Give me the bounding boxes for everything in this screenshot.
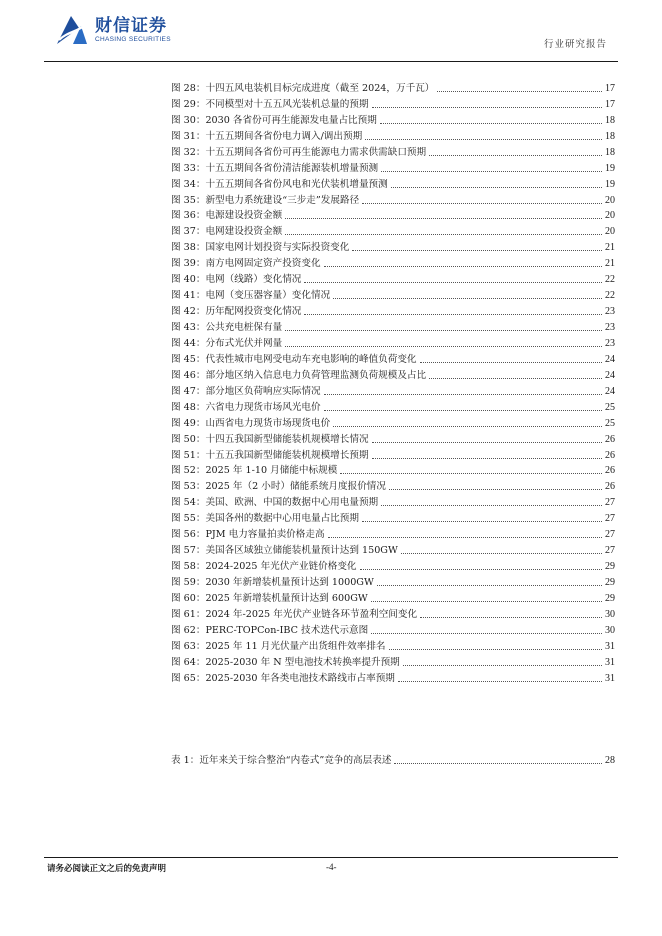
figure-entry-page-number: 24 [605, 385, 615, 397]
figure-entry-title: 图 54：美国、欧洲、中国的数据中心用电量预期 [171, 497, 379, 509]
figure-entry-page-number: 20 [605, 226, 615, 238]
figure-entry[interactable] [171, 222, 615, 238]
figure-entry[interactable] [171, 334, 615, 350]
disclaimer-notice: 请务必阅读正文之后的免责声明 [47, 864, 167, 874]
figure-entry-page-number: 27 [605, 497, 615, 509]
figure-index-list [171, 79, 615, 685]
dot-leader [401, 553, 602, 554]
figure-entry-page-number: 31 [605, 672, 615, 684]
dot-leader [389, 649, 602, 650]
dot-leader [340, 473, 602, 474]
dot-leader [394, 763, 602, 764]
figure-entry-page-number: 23 [605, 306, 615, 318]
dot-leader [391, 187, 602, 188]
dot-leader [324, 266, 602, 267]
dot-leader [429, 155, 602, 156]
figure-entry-title: 图 37：电网建设投资金额 [171, 226, 283, 238]
figure-entry[interactable] [171, 557, 615, 573]
figure-entry-title: 图 64：2025-2030 年 N 型电池技术转换率提升预期 [171, 656, 400, 668]
footer-divider [44, 857, 618, 858]
table-entry-page-number: 28 [605, 754, 615, 766]
figure-entry-page-number: 26 [605, 449, 615, 461]
dot-leader [429, 378, 602, 379]
figure-entry-title: 图 59：2030 年新增装机量预计达到 1000GW [171, 577, 374, 588]
figure-entry-page-number: 23 [605, 337, 615, 349]
dot-leader [285, 234, 602, 235]
figure-entry-page-number: 17 [605, 98, 615, 110]
figure-entry-title: 图 50：十四五我国新型储能装机规模增长情况 [171, 433, 369, 445]
dot-leader [362, 203, 602, 204]
dot-leader [352, 250, 602, 251]
dot-leader [377, 585, 602, 586]
dot-leader [372, 107, 602, 108]
figure-entry[interactable] [171, 238, 615, 254]
figure-entry-title: 图 62：PERC-TOPCon-IBC 技术迭代示意图 [171, 624, 369, 636]
figure-entry-page-number: 17 [605, 82, 615, 94]
dot-leader [333, 298, 602, 299]
figure-entry-page-number: 19 [605, 178, 615, 190]
figure-entry-page-number: 29 [605, 592, 615, 604]
figure-entry-page-number: 29 [605, 561, 615, 573]
figure-entry[interactable] [171, 286, 615, 302]
figure-entry-title: 图 33：十五五期间各省份清洁能源装机增量预测 [171, 162, 379, 174]
figure-entry[interactable] [171, 462, 615, 478]
figure-entry-title: 图 32：十五五期间各省份可再生能源电力需求供需缺口预期 [171, 146, 427, 158]
figure-entry-title: 图 56：PJM 电力容量拍卖价格走高 [171, 529, 325, 541]
logo-chinese-name: 财信证券 [95, 15, 167, 36]
figure-entry-title: 图 55：美国各州的数据中心用电量占比预期 [171, 513, 359, 525]
figure-entry[interactable] [171, 191, 615, 207]
figure-entry-title: 图 35：新型电力系统建设“三步走”发展路径 [171, 194, 360, 206]
header-divider [44, 61, 618, 62]
dot-leader [328, 537, 602, 538]
figure-entry-title: 图 29：不同模型对十五五风光装机总量的预期 [171, 98, 369, 110]
dot-leader [360, 569, 602, 570]
dot-leader [333, 426, 602, 427]
figure-entry[interactable] [171, 302, 615, 318]
logo-english-name: CHASING SECURITIES [95, 35, 171, 43]
figure-entry[interactable] [171, 366, 615, 382]
dot-leader [403, 665, 602, 666]
figure-entry-page-number: 25 [605, 417, 615, 429]
figure-entry-title: 图 51：十五五我国新型储能装机规模增长预期 [171, 449, 369, 461]
figure-entry-title: 图 42：历年配网投资变化情况 [171, 306, 302, 318]
figure-entry-page-number: 31 [605, 656, 615, 668]
figure-entry[interactable] [171, 111, 615, 127]
figure-entry-page-number: 18 [605, 130, 615, 142]
figure-entry[interactable] [171, 127, 615, 143]
table-index-list [171, 751, 615, 767]
figure-entry-title: 图 61：2024 年-2025 年光伏产业链各环节盈利空间变化 [171, 608, 418, 620]
figure-entry-title: 图 34：十五五期间各省份风电和光伏装机增量预测 [171, 178, 388, 190]
figure-entry-page-number: 31 [605, 640, 615, 652]
figure-entry[interactable] [171, 493, 615, 509]
figure-entry-page-number: 26 [605, 481, 615, 493]
figure-entry[interactable] [171, 605, 615, 621]
report-type-label: 行业研究报告 [543, 39, 607, 50]
dot-leader [372, 458, 602, 459]
figure-entry-page-number: 21 [605, 242, 615, 254]
figure-entry-title: 图 65：2025-2030 年各类电池技术路线市占率预期 [171, 672, 395, 684]
figure-entry[interactable] [171, 207, 615, 223]
dot-leader [285, 218, 602, 219]
figure-entry-page-number: 19 [605, 162, 615, 174]
figure-entry[interactable] [171, 270, 615, 286]
figure-entry[interactable] [171, 254, 615, 270]
figure-entry-title: 图 53：2025 年（2 小时）储能系统月度报价情况 [171, 481, 386, 493]
dot-leader [437, 91, 602, 92]
figure-entry-page-number: 30 [605, 608, 615, 620]
dot-leader [285, 330, 602, 331]
figure-entry-page-number: 25 [605, 401, 615, 413]
figure-entry[interactable] [171, 159, 615, 175]
figure-entry[interactable] [171, 398, 615, 414]
figure-entry-page-number: 18 [605, 146, 615, 158]
figure-entry-page-number: 21 [605, 258, 615, 270]
figure-entry[interactable] [171, 477, 615, 493]
figure-entry-title: 图 31：十五五期间各省份电力调入/调出预期 [171, 130, 363, 142]
figure-entry-title: 图 28：十四五风电装机目标完成进度（截至 2024，万千瓦） [171, 82, 435, 94]
figure-entry[interactable] [171, 573, 615, 589]
dot-leader [304, 314, 602, 315]
figure-entry[interactable] [171, 318, 615, 334]
dot-leader [389, 489, 602, 490]
figure-entry[interactable] [171, 175, 615, 191]
figure-entry-page-number: 29 [605, 577, 615, 588]
figure-entry-page-number: 20 [605, 210, 615, 222]
dot-leader [371, 601, 602, 602]
page-header [0, 0, 662, 62]
figure-entry-page-number: 18 [605, 114, 615, 126]
dot-leader [324, 410, 602, 411]
figure-entry[interactable] [171, 509, 615, 525]
table-entry[interactable] [171, 751, 615, 767]
dot-leader [371, 633, 602, 634]
figure-entry-page-number: 20 [605, 194, 615, 206]
figure-entry-page-number: 26 [605, 465, 615, 477]
figure-entry[interactable] [171, 79, 615, 95]
figure-entry-title: 图 63：2025 年 11 月光伏量产出货组件效率排名 [171, 640, 386, 652]
dot-leader [362, 521, 602, 522]
figure-entry-page-number: 30 [605, 624, 615, 636]
figure-entry-title: 图 57：美国各区域独立储能装机量预计达到 150GW [171, 545, 398, 557]
figure-entry[interactable] [171, 621, 615, 637]
logo-emblem-icon [55, 14, 89, 46]
figure-entry-title: 图 48：六省电力现货市场风光电价 [171, 401, 321, 413]
figure-entry[interactable] [171, 653, 615, 669]
figure-entry[interactable] [171, 143, 615, 159]
dot-leader [381, 171, 602, 172]
dot-leader [365, 139, 602, 140]
dot-leader [372, 442, 602, 443]
figure-entry-title: 图 49：山西省电力现货市场现货电价 [171, 417, 331, 429]
figure-entry-title: 图 36：电源建设投资金额 [171, 210, 283, 222]
figure-entry-page-number: 27 [605, 545, 615, 557]
figure-entry-title: 图 44：分布式光伏并网量 [171, 337, 283, 349]
dot-leader [380, 123, 602, 124]
figure-entry-title: 图 58：2024-2025 年光伏产业链价格变化 [171, 561, 357, 573]
figure-entry[interactable] [171, 637, 615, 653]
figure-entry-page-number: 27 [605, 529, 615, 541]
dot-leader [324, 394, 602, 395]
figure-entry[interactable] [171, 382, 615, 398]
figure-entry-title: 图 43：公共充电桩保有量 [171, 322, 283, 333]
figure-entry-page-number: 27 [605, 513, 615, 525]
figure-entry[interactable] [171, 414, 615, 430]
figure-entry-page-number: 22 [605, 274, 615, 286]
figure-entry-page-number: 24 [605, 353, 615, 365]
figure-entry[interactable] [171, 589, 615, 605]
dot-leader [381, 505, 602, 506]
figure-entry-title: 图 52：2025 年 1-10 月储能中标规模 [171, 465, 338, 477]
figure-entry-title: 图 41：电网（变压器容量）变化情况 [171, 290, 331, 302]
dot-leader [420, 362, 602, 363]
dot-leader [398, 681, 602, 682]
figure-entry[interactable] [171, 669, 615, 685]
dot-leader [304, 282, 602, 283]
figure-entry-page-number: 26 [605, 433, 615, 445]
figure-entry-page-number: 23 [605, 322, 615, 333]
figure-entry-title: 图 38：国家电网计划投资与实际投资变化 [171, 242, 350, 254]
figure-entry-page-number: 24 [605, 369, 615, 381]
figure-entry-title: 图 45：代表性城市电网受电动车充电影响的峰值负荷变化 [171, 353, 417, 365]
dot-leader [285, 346, 602, 347]
figure-entry[interactable] [171, 525, 615, 541]
figure-entry[interactable] [171, 541, 615, 557]
figure-entry[interactable] [171, 350, 615, 366]
table-entry-title: 表 1：近年来关于综合整治“内卷式”竞争的高层表述 [171, 754, 392, 766]
figure-entry-title: 图 39：南方电网固定资产投资变化 [171, 258, 321, 270]
page-number: -4- [326, 862, 337, 872]
figure-entry[interactable] [171, 95, 615, 111]
figure-entry-title: 图 30：2030 各省份可再生能源发电量占比预期 [171, 114, 377, 126]
figure-entry[interactable] [171, 430, 615, 446]
figure-entry-page-number: 22 [605, 290, 615, 302]
figure-entry-title: 图 47：部分地区负荷响应实际情况 [171, 385, 321, 397]
figure-entry-title: 图 40：电网（线路）变化情况 [171, 274, 302, 286]
figure-entry-title: 图 60：2025 年新增装机量预计达到 600GW [171, 592, 368, 604]
figure-entry-title: 图 46：部分地区纳入信息电力负荷管理监测负荷规模及占比 [171, 369, 427, 381]
company-logo [55, 14, 171, 46]
figure-entry[interactable] [171, 446, 615, 462]
dot-leader [420, 617, 602, 618]
